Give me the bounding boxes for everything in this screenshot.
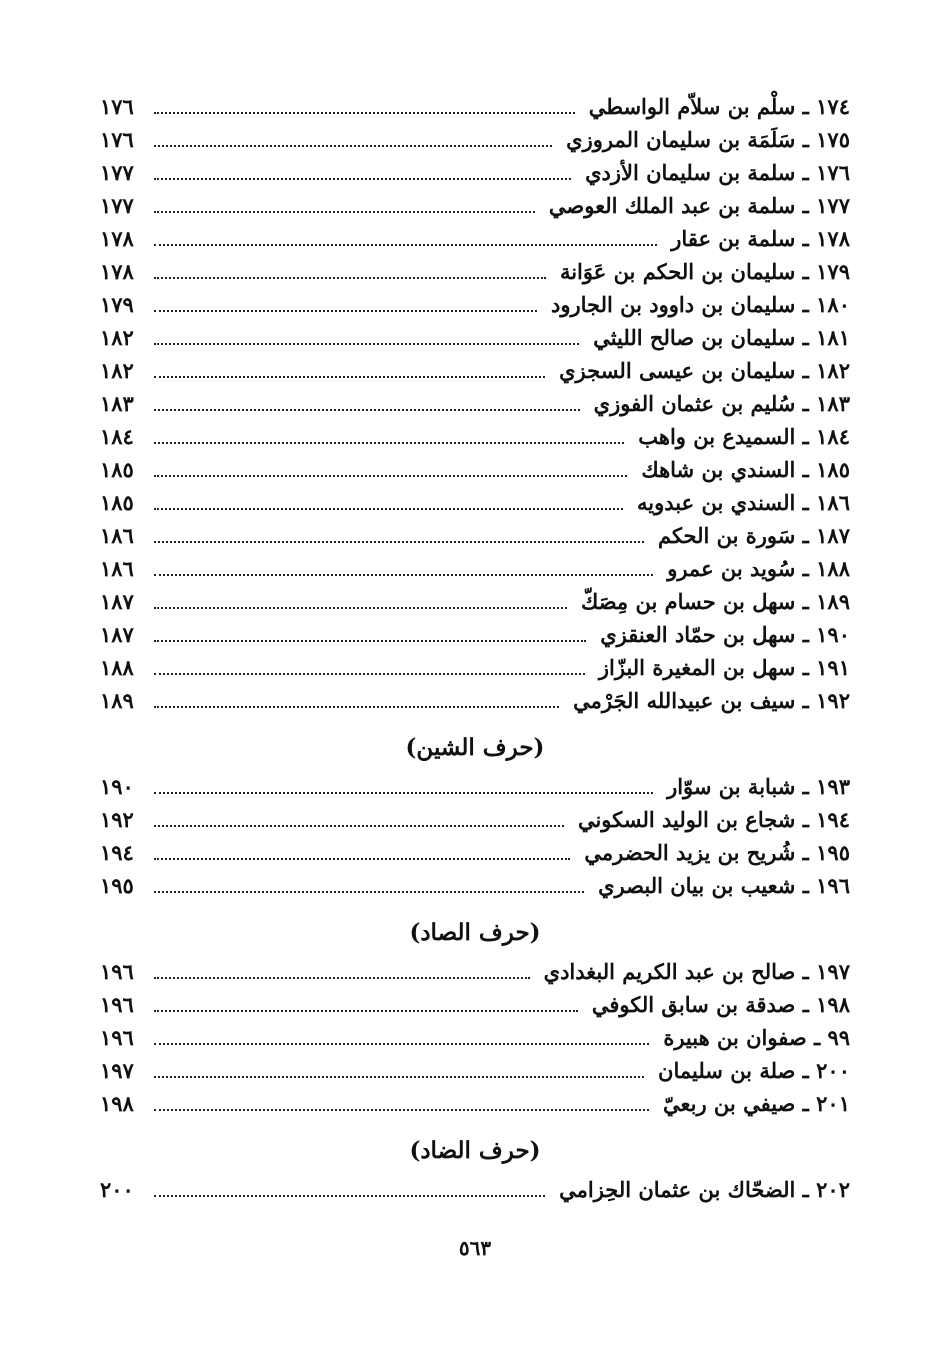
entry-page: ١٩٦: [100, 1025, 134, 1050]
entry-page: ١٨٥: [100, 457, 134, 482]
entry-page: ١٩٧: [100, 1058, 134, 1083]
index-entry: [100, 1019, 850, 1053]
dot-leader: [154, 508, 623, 510]
entry-title: ٩٩ ـ صفوان بن هبيرة: [663, 1025, 850, 1050]
section-heading: (حرف الشين): [405, 734, 545, 761]
entry-title: ٢٠١ ـ صيفي بن ربعيّ: [663, 1091, 850, 1116]
dot-leader: [154, 706, 559, 708]
dot-leader: [154, 574, 653, 576]
entry-page: ١٨٩: [100, 688, 134, 713]
index-entry: [100, 286, 850, 320]
section-heading: (حرف الضاد): [409, 1137, 541, 1164]
index-entry: [100, 319, 850, 353]
entry-title: ١٩٦ ـ شعيب بن بيان البصري: [598, 873, 850, 898]
entry-title: ١٩٨ ـ صدقة بن سابق الكوفي: [591, 992, 850, 1017]
dot-leader: [154, 343, 579, 345]
index-entry: [100, 583, 850, 617]
entry-page: ١٧٧: [100, 160, 134, 185]
entry-title: ١٩٥ ـ شُريح بن يزيد الحضرمي: [584, 840, 850, 865]
entry-title: ١٩٢ ـ سيف بن عبيدالله الجَرْمي: [573, 688, 850, 713]
entry-title: ١٩١ ـ سهل بن المغيرة البزّاز: [598, 655, 850, 680]
index-entry: [100, 867, 850, 901]
entry-title: ١٧٩ ـ سليمان بن الحكم بن عَوَانة: [559, 259, 850, 284]
entry-page: ١٧٦: [100, 127, 134, 152]
entry-title: ٢٠٠ ـ صلة بن سليمان: [658, 1058, 850, 1083]
entry-title: ١٧٧ ـ سلمة بن عبد الملك العوصي: [548, 193, 850, 218]
index-entry: [100, 1085, 850, 1119]
entry-page: ١٧٨: [100, 226, 134, 251]
entry-page: ١٧٧: [100, 193, 134, 218]
entry-title: ١٧٨ ـ سلمة بن عقار: [671, 226, 850, 251]
index-entry: [100, 1052, 850, 1086]
entry-title: ١٨٠ ـ سليمان بن داوود بن الجارود: [550, 292, 850, 317]
entry-page: ١٩٥: [100, 873, 134, 898]
dot-leader: [154, 1043, 649, 1045]
entry-page: ١٩٤: [100, 840, 134, 865]
index-entry: [100, 682, 850, 716]
dot-leader: [154, 211, 535, 213]
index-entry: [100, 986, 850, 1020]
entry-title: ١٨٩ ـ سهل بن حسام بن مِصَكّ: [581, 589, 850, 614]
entry-title: ١٧٥ ـ سَلَمَة بن سليمان المروزي: [566, 127, 850, 152]
dot-leader: [154, 673, 585, 675]
index-entry: [100, 418, 850, 452]
entry-page: ١٨٧: [100, 589, 134, 614]
index-entry: [100, 953, 850, 987]
index-entry: [100, 88, 850, 122]
dot-leader: [154, 376, 545, 378]
entry-page: ١٨٧: [100, 622, 134, 647]
dot-leader: [154, 277, 546, 279]
entry-page: ١٨٥: [100, 490, 134, 515]
index-entry: [100, 187, 850, 221]
index-entry: [100, 649, 850, 683]
dot-leader: [154, 178, 571, 180]
dot-leader: [154, 640, 586, 642]
dot-leader: [154, 475, 627, 477]
entry-title: ١٨٤ ـ السميدع بن واهب: [638, 424, 850, 449]
entry-title: ١٨٣ ـ سُليم بن عثمان الفوزي: [593, 391, 850, 416]
index-entry: [100, 352, 850, 386]
entry-title: ١٨٢ ـ سليمان بن عيسى السجزي: [559, 358, 850, 383]
entry-page: ١٨٦: [100, 556, 134, 581]
entry-title: ١٧٦ ـ سلمة بن سليمان الأزدي: [585, 160, 850, 185]
entry-page: ١٧٩: [100, 292, 134, 317]
index-entry: [100, 220, 850, 254]
dot-leader: [154, 409, 580, 411]
entry-title: ١٨١ ـ سليمان بن صالح الليثي: [593, 325, 850, 350]
entry-page: ١٨٨: [100, 655, 134, 680]
entry-title: ١٩٣ ـ شبابة بن سوّار: [667, 774, 850, 799]
entry-page: ١٨٢: [100, 325, 134, 350]
entry-page: ١٧٦: [100, 94, 134, 119]
entry-title: ١٨٥ ـ السندي بن شاهك: [641, 457, 850, 482]
entry-title: ٢٠٢ ـ الضحّاك بن عثمان الحِزامي: [559, 1177, 850, 1202]
dot-leader: [154, 1076, 644, 1078]
dot-leader: [154, 1010, 578, 1012]
dot-leader: [154, 244, 657, 246]
index-entry: [100, 834, 850, 868]
index-entry: [100, 121, 850, 155]
index-entry: [100, 484, 850, 518]
dot-leader: [154, 977, 530, 979]
entry-page: ١٩٦: [100, 959, 134, 984]
dot-leader: [154, 541, 644, 543]
entry-title: ١٨٦ ـ السندي بن عبدويه: [637, 490, 850, 515]
entry-title: ١٧٤ ـ سلْم بن سلاّم الواسطي: [588, 94, 850, 119]
entry-title: ١٩٤ ـ شجاع بن الوليد السكوني: [577, 807, 850, 832]
index-entry: [100, 616, 850, 650]
entry-title: ١٨٧ ـ سَورة بن الحكم: [657, 523, 850, 548]
dot-leader: [154, 858, 570, 860]
dot-leader: [154, 310, 537, 312]
dot-leader: [154, 112, 575, 114]
index-entry: [100, 517, 850, 551]
index-entry: [100, 154, 850, 188]
dot-leader: [154, 792, 653, 794]
entry-page: ٢٠٠: [100, 1177, 134, 1202]
dot-leader: [154, 1195, 545, 1197]
index-entry: [100, 801, 850, 835]
index-entry: [100, 253, 850, 287]
section-heading: (حرف الصاد): [409, 919, 541, 946]
entry-page: ١٨٤: [100, 424, 134, 449]
entry-title: ١٨٨ ـ سُويد بن عمرو: [667, 556, 850, 581]
index-entry: [100, 1171, 850, 1205]
index-entry: [100, 550, 850, 584]
entry-title: ١٩٧ ـ صالح بن عبد الكريم البغدادي: [543, 959, 850, 984]
dot-leader: [154, 1109, 649, 1111]
entry-page: ١٩٨: [100, 1091, 134, 1116]
dot-leader: [154, 825, 564, 827]
entry-title: ١٩٠ ـ سهل بن حمّاد العنقزي: [600, 622, 850, 647]
index-entry: [100, 768, 850, 802]
entry-page: ١٩٠: [100, 774, 134, 799]
dot-leader: [154, 442, 624, 444]
entry-page: ١٨٣: [100, 391, 134, 416]
dot-leader: [154, 891, 584, 893]
entry-page: ١٧٨: [100, 259, 134, 284]
entry-page: ١٩٢: [100, 807, 134, 832]
index-entry: [100, 451, 850, 485]
page-number: ٥٦٣: [458, 1236, 492, 1260]
entry-page: ١٨٢: [100, 358, 134, 383]
entry-page: ١٨٦: [100, 523, 134, 548]
entry-page: ١٩٦: [100, 992, 134, 1017]
dot-leader: [154, 607, 567, 609]
index-entry: [100, 385, 850, 419]
dot-leader: [154, 145, 552, 147]
